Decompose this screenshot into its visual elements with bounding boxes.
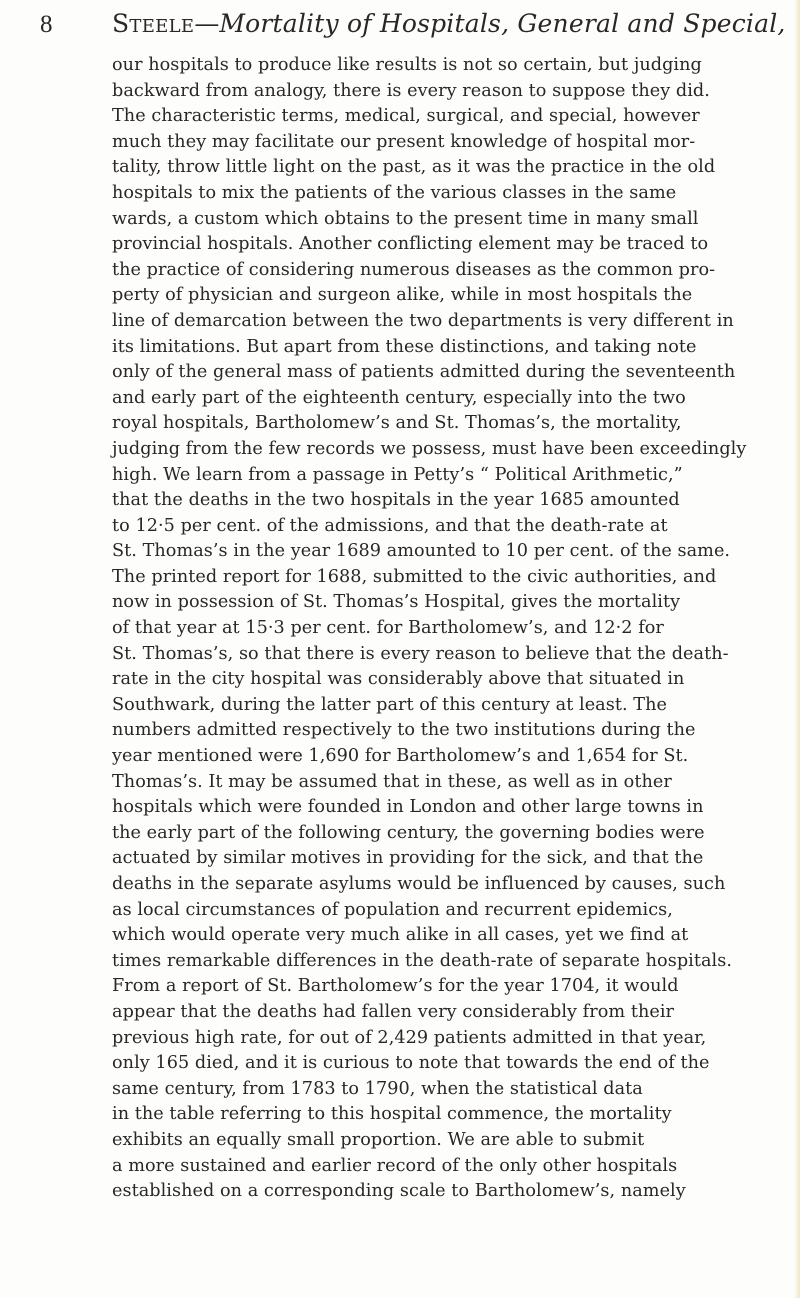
- text-line: St. Thomas’s in the year 1689 amounted to 10 per cent. of the same.: [112, 540, 731, 562]
- text-line: judging from the few records we possess, must have been exceedingly: [112, 437, 747, 459]
- text-line: appear that the deaths had fallen very considerably from their: [112, 1000, 675, 1022]
- text-line: wards, a custom which obtains to the present time in many small: [112, 207, 699, 229]
- text-line: royal hospitals, Bartholomew’s and St. Thomas’s, the mortality,: [112, 412, 682, 434]
- text-line: The characteristic terms, medical, surgical, and special, however: [112, 105, 700, 127]
- text-line: of that year at 15·3 per cent. for Bartholomew’s, and 12·2 for: [112, 617, 664, 639]
- text-line: St. Thomas’s, so that there is every reason to believe that the death-: [112, 642, 729, 664]
- text-line: Thomas’s. It may be assumed that in these, as well as in other: [112, 770, 672, 792]
- running-head: [40, 4, 786, 44]
- page-edge-shading: [794, 0, 800, 1298]
- text-line: the early part of the following century, the governing bodies were: [112, 821, 705, 843]
- text-line: in the table referring to this hospital commence, the mortality: [112, 1103, 672, 1125]
- text-line: actuated by similar motives in providing for the sick, and that the: [112, 847, 704, 869]
- text-line: backward from analogy, there is every reason to suppose they did.: [112, 79, 710, 101]
- text-line: The printed report for 1688, submitted to the civic authorities, and: [112, 565, 717, 587]
- text-line: Southwark, during the latter part of this century at least. The: [112, 693, 668, 715]
- running-head-separator: —: [194, 9, 220, 38]
- text-line: established on a corresponding scale to Bartholomew’s, namely: [112, 1180, 686, 1202]
- body-paragraph: [112, 52, 800, 1204]
- text-line: deaths in the separate asylums would be influenced by causes, such: [112, 873, 726, 894]
- running-head-author: Steele: [112, 9, 195, 38]
- text-line: rate in the city hospital was considerably above that situated in: [112, 668, 685, 690]
- text-line: that the deaths in the two hospitals in the year 1685 amounted: [112, 489, 680, 511]
- text-line: a more sustained and earlier record of the only other hospitals: [112, 1154, 678, 1176]
- text-line: hospitals which were founded in London and other large towns in: [112, 796, 704, 818]
- text-line: its limitations. But apart from these distinctions, and taking note: [112, 335, 697, 357]
- text-line: tality, throw little light on the past, as it was the practice in the old: [112, 156, 716, 178]
- text-line: only 165 died, and it is curious to note that towards the end of the: [112, 1052, 710, 1074]
- text-line: high. We learn from a passage in Petty’s “ Political Arithmetic,”: [112, 463, 683, 485]
- text-line: provincial hospitals. Another conflicting element may be traced to: [112, 233, 709, 255]
- text-line: the practice of considering numerous diseases as the common pro-: [112, 258, 716, 280]
- text-line: only of the general mass of patients admitted during the seventeenth: [112, 361, 736, 383]
- running-head-title: Mortality of Hospitals, General and Special,: [219, 9, 786, 38]
- text-line: to 12·5 per cent. of the admissions, and that the death-rate at: [112, 514, 668, 536]
- text-line: exhibits an equally small proportion. We are able to submit: [112, 1128, 645, 1150]
- text-line: numbers admitted respectively to the two institutions during the: [112, 719, 696, 741]
- text-line: much they may facilitate our present knowledge of hospital mor-: [112, 130, 696, 152]
- text-line: hospitals to mix the patients of the various classes in the same: [112, 181, 677, 203]
- text-line: perty of physician and surgeon alike, while in most hospitals the: [112, 284, 693, 306]
- text-line: our hospitals to produce like results is not so certain, but judging: [112, 54, 702, 75]
- text-line: From a report of St. Bartholomew’s for the year 1704, it would: [112, 975, 679, 997]
- text-line: which would operate very much alike in all cases, yet we find at: [112, 924, 689, 946]
- text-line: times remarkable differences in the death-rate of separate hospitals.: [112, 949, 732, 971]
- text-line: now in possession of St. Thomas’s Hospital, gives the mortality: [112, 591, 681, 613]
- text-line: previous high rate, for out of 2,429 patients admitted in that year,: [112, 1026, 707, 1048]
- text-line: as local circumstances of population and recurrent epidemics,: [112, 898, 673, 920]
- text-line: and early part of the eighteenth century, especially into the two: [112, 386, 686, 408]
- text-line: year mentioned were 1,690 for Bartholomew’s and 1,654 for St.: [112, 745, 689, 767]
- text-line: same century, from 1783 to 1790, when the statistical data: [112, 1077, 643, 1099]
- text-line: line of demarcation between the two departments is very different in: [112, 309, 734, 331]
- page-number: 8: [40, 11, 53, 38]
